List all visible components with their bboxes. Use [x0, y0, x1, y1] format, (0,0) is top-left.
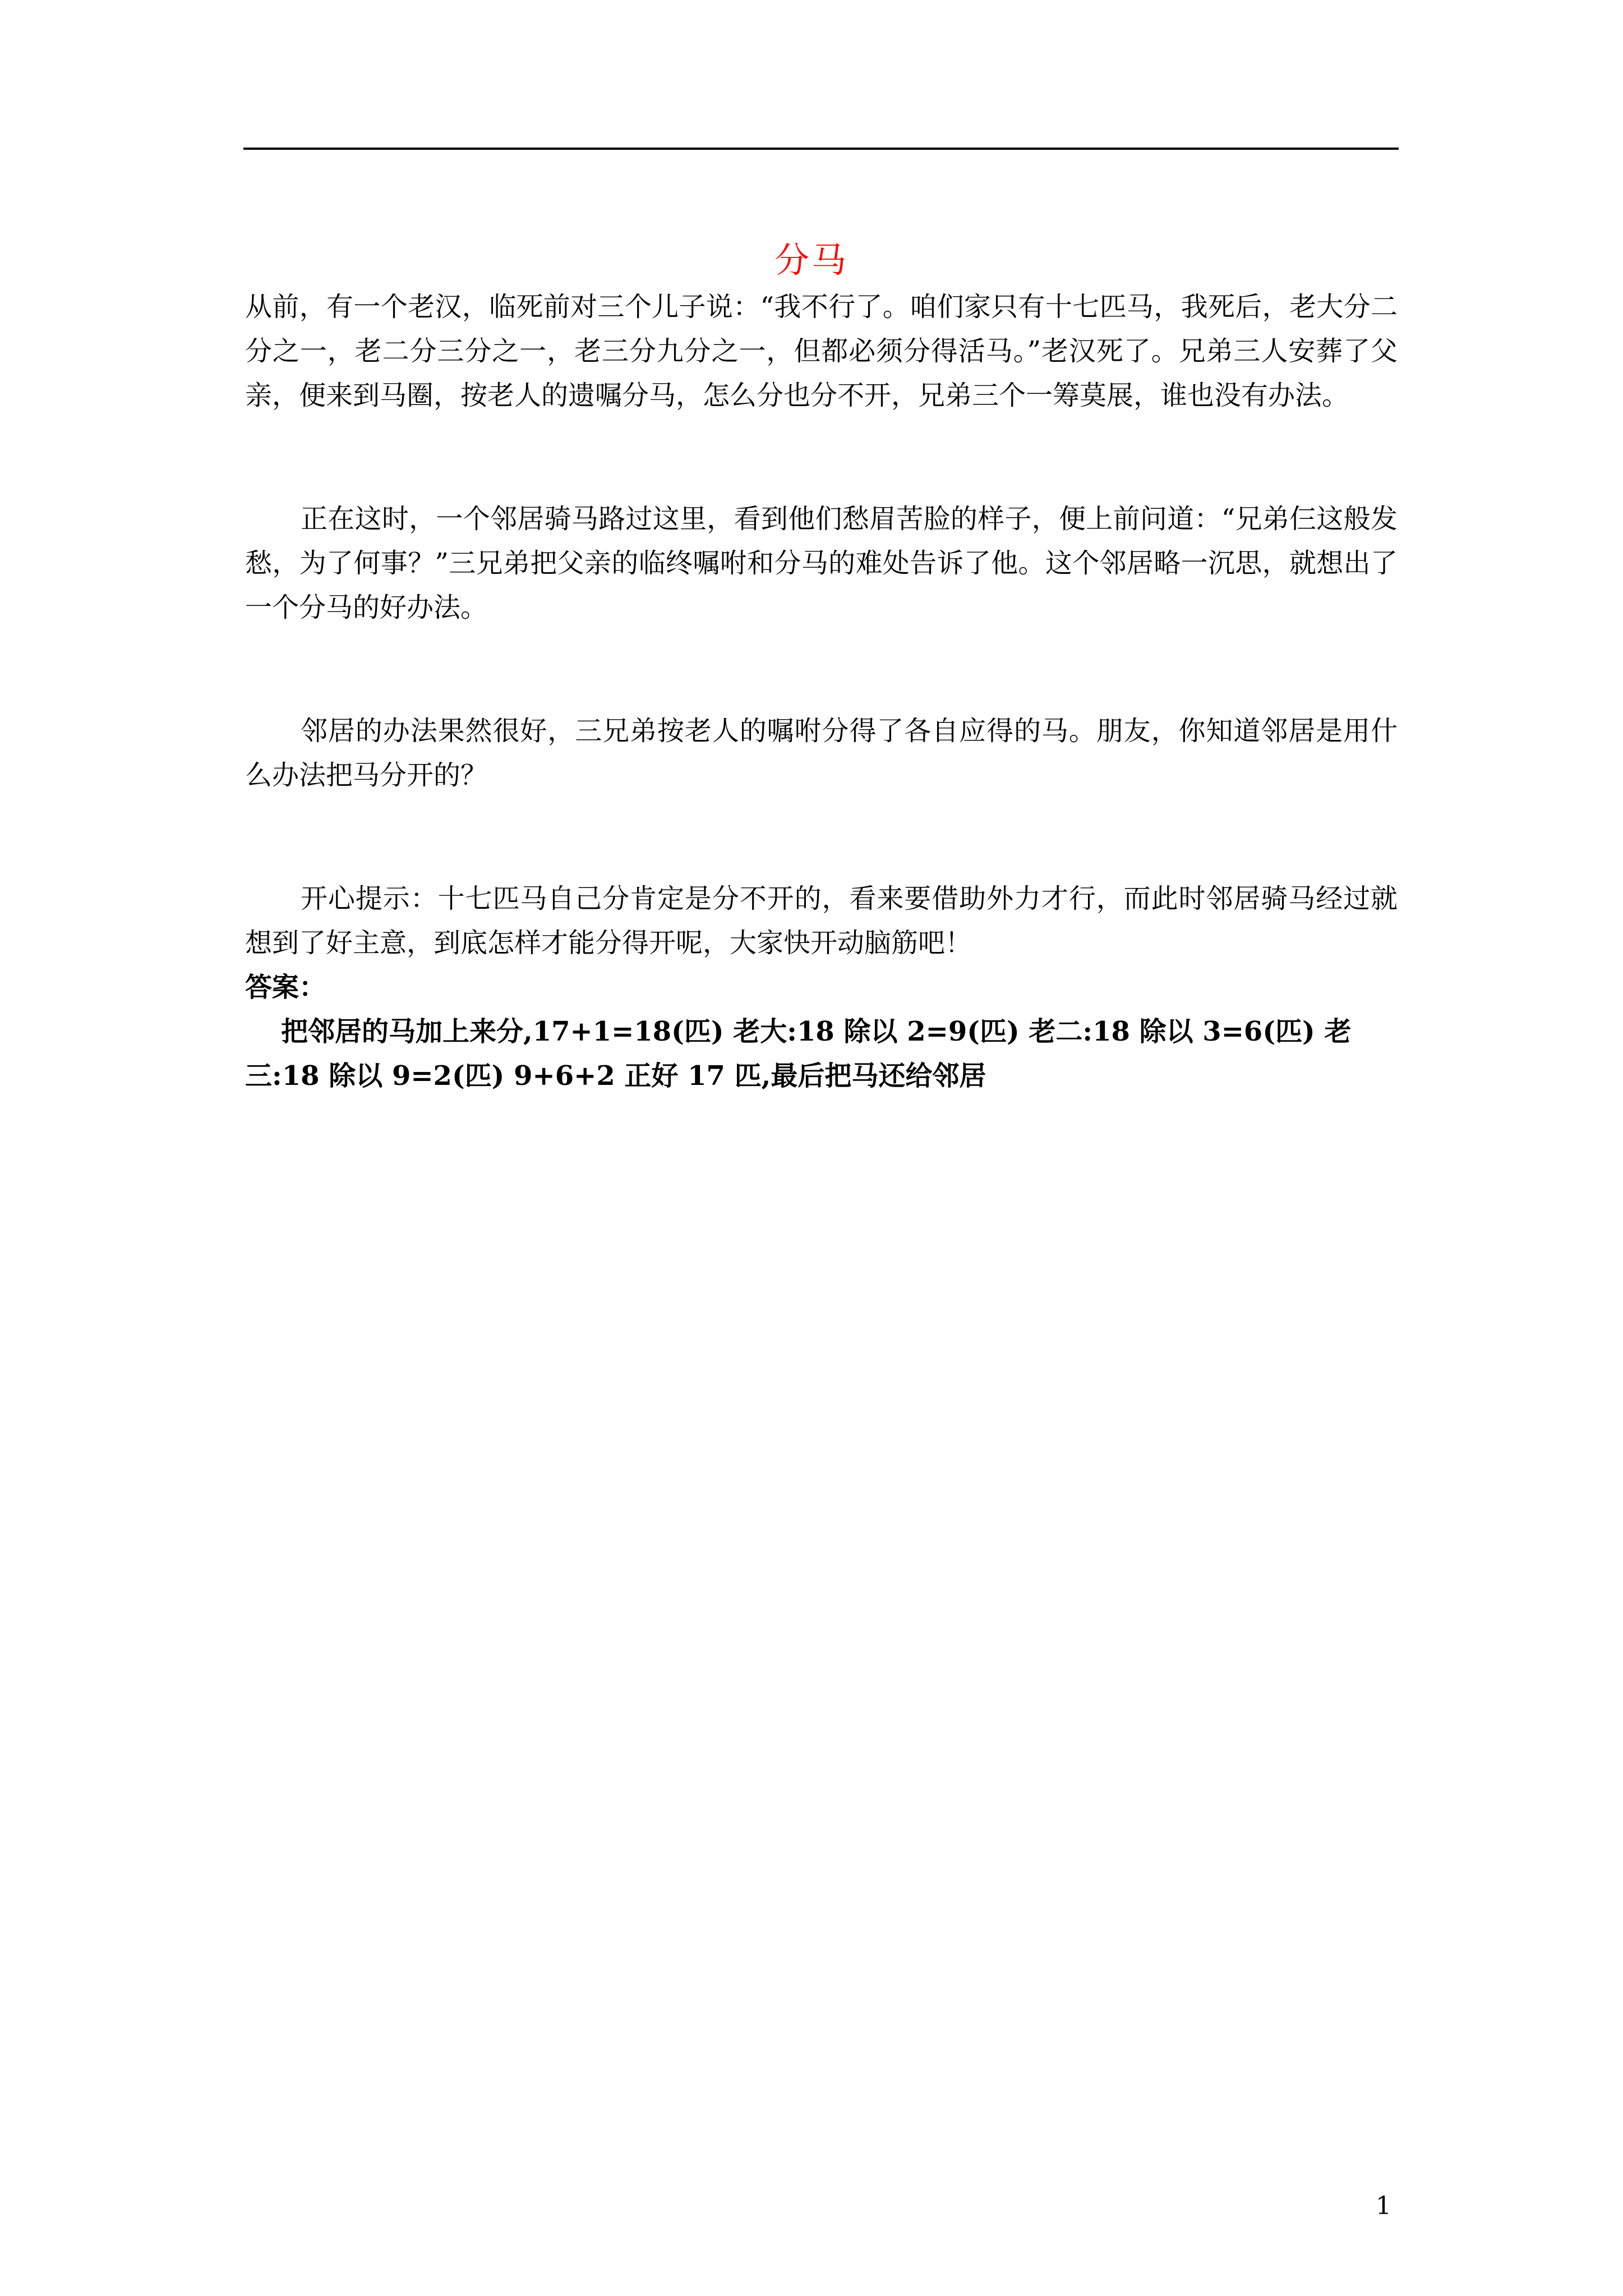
document-title: 分马 [774, 239, 849, 280]
page-number: 1 [1376, 2192, 1391, 2220]
header-rule [243, 148, 1399, 150]
paragraph-hint: 开心提示：十七匹马自己分肯定是分不开的，看来要借助外力才行，而此时邻居骑马经过就想到了好主意，到底怎样才能分得开呢，大家快开动脑筋吧！ [245, 883, 1398, 959]
answer-text: 把邻居的马加上来分,17+1=18(匹) 老大:18 除以 2=9(匹) 老二:18 除以 3=6(匹) 老三:18 除以 9=2(匹) 9+6+2 正好 17 匹,最后把马还给邻居 [245, 1016, 1352, 1092]
answer-label: 答案： [245, 972, 326, 1003]
paragraph-neighbor: 正在这时，一个邻居骑马路过这里，看到他们愁眉苦脸的样子，便上前问道：“兄弟仨这般发愁，为了何事？”三兄弟把父亲的临终嘱咐和分马的难处告诉了他。这个邻居略一沉思，就想出了一个分马的好办法。 [245, 503, 1398, 623]
document-body [245, 285, 1398, 1098]
paragraph-story: 从前，有一个老汉，临死前对三个儿子说：“我不行了。咱们家只有十七匹马，我死后，老大分二分之一，老二分三分之一，老三分九分之一，但都必须分得活马。”老汉死了。兄弟三人安葬了父亲，便来到马圈，按老人的遗嘱分马，怎么分也分不开，兄弟三个一筹莫展，谁也没有办法。 [245, 291, 1398, 411]
paragraph-question: 邻居的办法果然很好，三兄弟按老人的嘱咐分得了各自应得的马。朋友，你知道邻居是用什么办法把马分开的？ [245, 715, 1398, 791]
